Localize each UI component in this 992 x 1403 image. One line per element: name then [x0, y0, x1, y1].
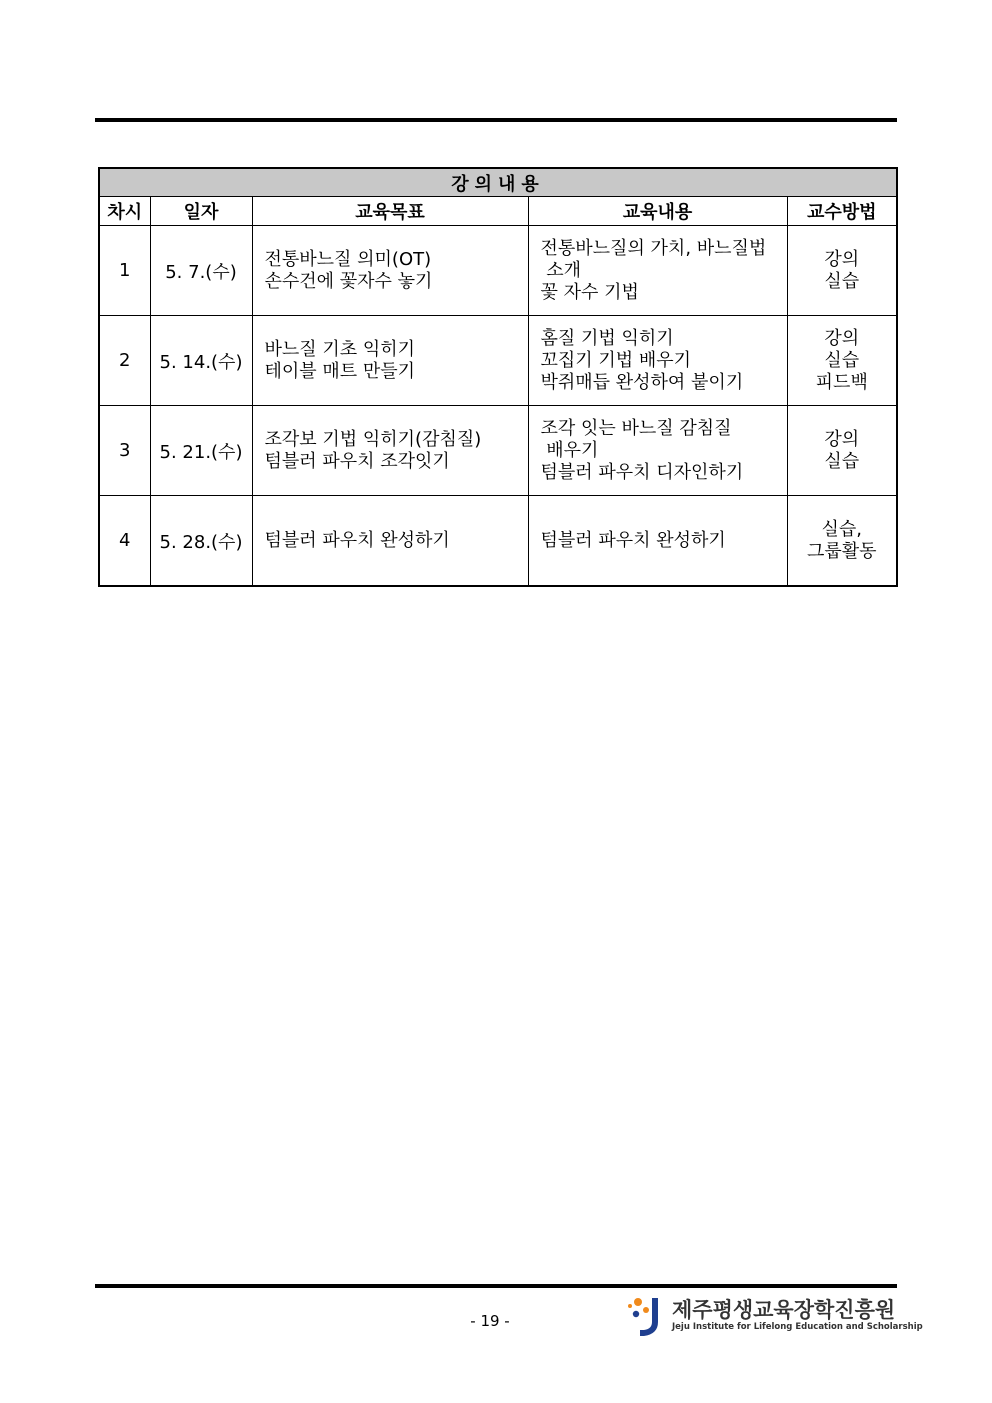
content-line: 전통바느질의 가치, 바느질법 [540, 237, 767, 259]
method-line: 그룹활동 [806, 540, 877, 562]
table-row [99, 316, 897, 406]
session-number: 1 [99, 226, 150, 316]
table-caption: 강의내용 [99, 168, 897, 197]
table-row [99, 406, 897, 496]
method-line: 실습, [821, 518, 862, 540]
logo-english-name: Jeju Institute for Lifelong Education and Scholarship [672, 1322, 923, 1332]
method-line: 강의 [824, 248, 860, 270]
goal-line: 조각보 기법 익히기(감침질) [264, 428, 482, 450]
institute-logo [626, 1294, 923, 1338]
session-date: 5. 28.(수) [150, 496, 252, 587]
method-line: 실습 [824, 450, 860, 472]
method-line: 강의 [824, 327, 860, 349]
table-row [99, 496, 897, 587]
session-content [528, 226, 787, 316]
session-date: 5. 21.(수) [150, 406, 252, 496]
goal-line: 테이블 매트 만들기 [264, 360, 416, 382]
session-method [787, 406, 897, 496]
method-line: 강의 [824, 428, 860, 450]
session-content [528, 316, 787, 406]
header-content: 교육내용 [528, 197, 787, 226]
session-number: 3 [99, 406, 150, 496]
header-goal: 교육목표 [252, 197, 528, 226]
jeju-logo-icon [626, 1294, 666, 1338]
header-date: 일자 [150, 197, 252, 226]
goal-line: 텀블러 파우치 완성하기 [264, 529, 450, 551]
content-line: 소개 [540, 259, 581, 281]
table-row [99, 226, 897, 316]
table-caption-row [99, 168, 897, 197]
session-goal [252, 226, 528, 316]
session-content [528, 406, 787, 496]
header-session: 차시 [99, 197, 150, 226]
session-date: 5. 14.(수) [150, 316, 252, 406]
session-goal [252, 406, 528, 496]
content-line: 꽃 자수 기법 [540, 281, 639, 303]
goal-line: 텀블러 파우치 조각잇기 [264, 450, 450, 472]
page-number: - 19 - [470, 1312, 510, 1330]
goal-line: 바느질 기초 익히기 [264, 338, 416, 360]
logo-korean-name: 제주평생교육장학진흥원 [672, 1298, 896, 1322]
method-line: 실습 [824, 349, 860, 371]
content-line: 박쥐매듭 완성하여 붙이기 [540, 371, 744, 393]
method-line: 피드백 [815, 371, 868, 393]
content-line: 조각 잇는 바느질 감침질 [540, 417, 732, 439]
goal-line: 손수건에 꽃자수 놓기 [264, 270, 433, 292]
session-method [787, 226, 897, 316]
header-rule [95, 118, 897, 122]
lecture-schedule-table [98, 167, 898, 587]
content-line: 텀블러 파우치 완성하기 [540, 529, 726, 551]
session-date: 5. 7.(수) [150, 226, 252, 316]
content-line: 홈질 기법 익히기 [540, 327, 674, 349]
session-number: 2 [99, 316, 150, 406]
goal-line: 전통바느질 의미(OT) [264, 248, 432, 270]
session-goal [252, 496, 528, 587]
session-goal [252, 316, 528, 406]
method-line: 실습 [824, 270, 860, 292]
content-line: 배우기 [540, 439, 599, 461]
content-line: 텀블러 파우치 디자인하기 [540, 461, 744, 483]
session-number: 4 [99, 496, 150, 587]
table-header-row [99, 197, 897, 226]
session-method [787, 496, 897, 587]
session-content [528, 496, 787, 587]
session-method [787, 316, 897, 406]
content-line: 꼬집기 기법 배우기 [540, 349, 692, 371]
header-method: 교수방법 [787, 197, 897, 226]
footer-rule [95, 1284, 897, 1288]
